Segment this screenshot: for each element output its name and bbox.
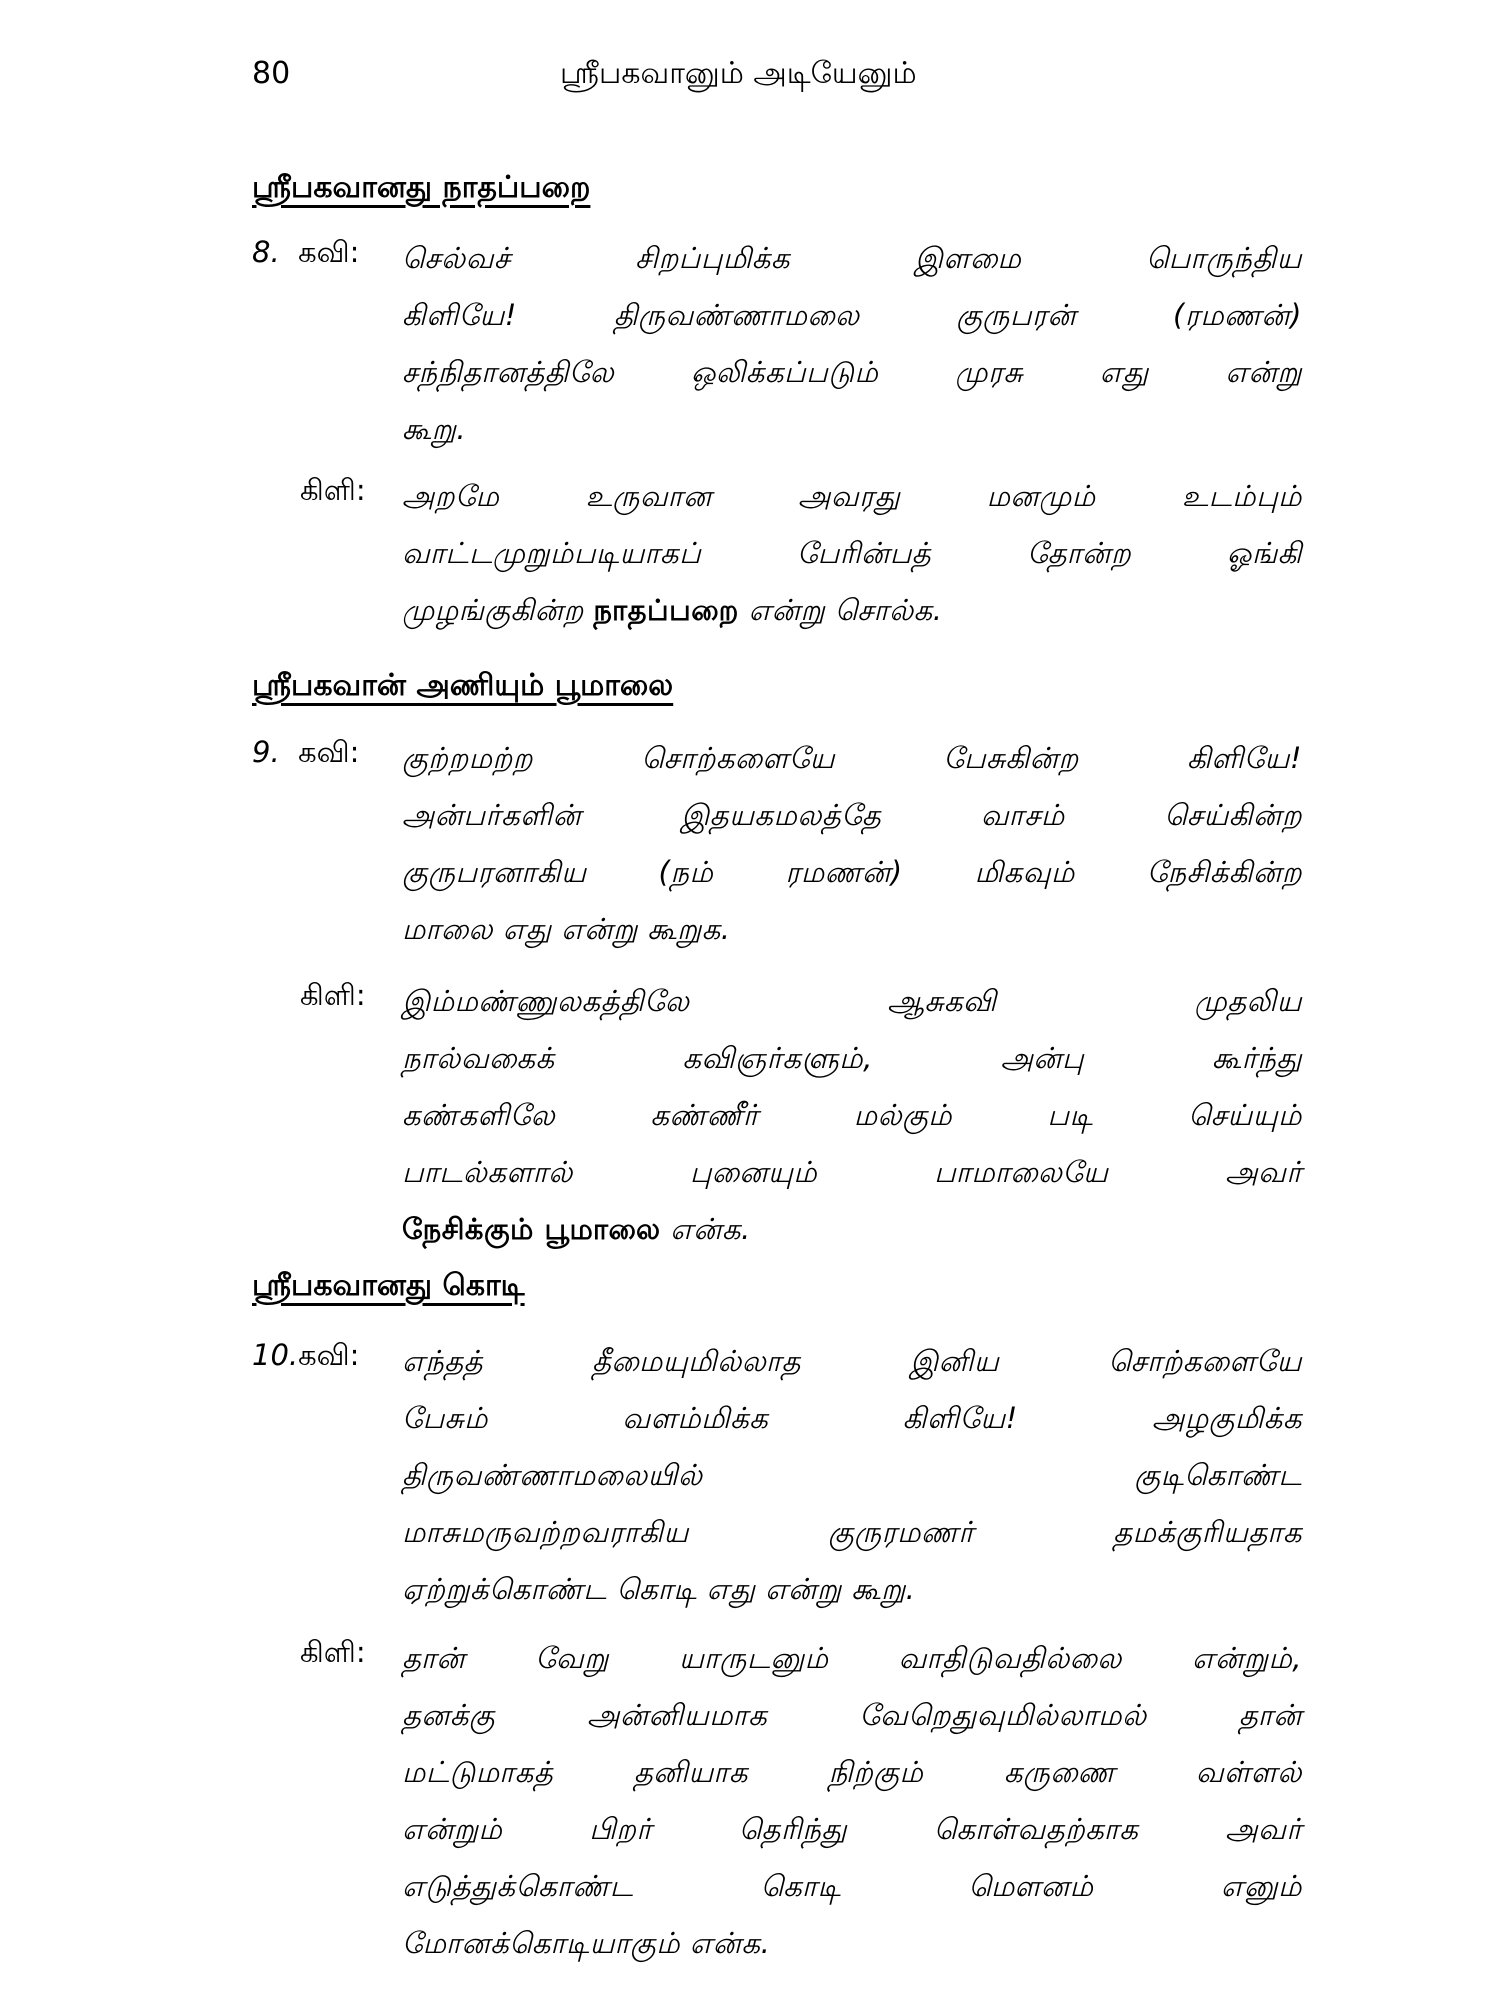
- verse-number: 9.: [252, 735, 280, 769]
- text-line: திருவண்ணாமலையில் குடிகொண்ட: [402, 1458, 1302, 1492]
- kili-label: கிளி:: [300, 473, 366, 507]
- text-line: எந்தத் தீமையுமில்லாத இனிய சொற்களையே: [402, 1344, 1302, 1378]
- kili-label: கிளி:: [300, 1635, 366, 1669]
- kili-speaker-1: [300, 473, 366, 511]
- text-line: மோனக்கொடியாகும் என்க.: [402, 1926, 771, 1960]
- text-line: மாலை எது என்று கூறுக.: [402, 912, 731, 946]
- text-line: ஏற்றுக்கொண்ட கொடி எது என்று கூறு.: [402, 1572, 916, 1606]
- kavi-text-3: [402, 1333, 1302, 1618]
- text-line: கூறு.: [402, 412, 467, 446]
- verse-number: 10.: [252, 1338, 299, 1372]
- running-title: ஸ்ரீபகவானும் அடியேனும்: [560, 56, 917, 91]
- text-line: என்றும் பிறர் தெரிந்து கொள்வதற்காக அவர்: [402, 1812, 1302, 1846]
- text-line: செல்வச் சிறப்புமிக்க இளமை பொருந்திய: [402, 241, 1302, 275]
- text-line: தான் வேறு யாருடனும் வாதிடுவதில்லை என்றும்,: [402, 1641, 1302, 1675]
- kili-speaker-2: [300, 978, 366, 1016]
- text-line: இம்மண்ணுலகத்திலே ஆசுகவி முதலிய: [402, 984, 1302, 1018]
- text-line: சந்நிதானத்திலே ஒலிக்கப்படும் முரசு எது என்று: [402, 355, 1302, 389]
- kili-text-2: [402, 973, 1302, 1258]
- page-header: [0, 56, 1500, 106]
- kavi-text-1: [402, 230, 1302, 458]
- text-fragment: என்க.: [670, 1212, 751, 1246]
- text-line: [402, 582, 1302, 639]
- kili-text-1: [402, 468, 1302, 639]
- kili-label: கிளி:: [300, 978, 366, 1012]
- text-line: எடுத்துக்கொண்ட கொடி மௌனம் எனும்: [402, 1869, 1302, 1903]
- text-line: அறமே உருவான அவரது மனமும் உடம்பும்: [402, 479, 1302, 513]
- kavi-speaker-1: [252, 235, 359, 273]
- kavi-label: கவி:: [298, 1338, 360, 1372]
- kavi-speaker-3: [252, 1338, 359, 1376]
- kavi-speaker-2: [252, 735, 359, 773]
- text-fragment: முழங்குகின்ற: [402, 593, 584, 627]
- text-line: குருபரனாகிய (நம் ரமணன்) மிகவும் நேசிக்கின்ற: [402, 855, 1302, 889]
- section-title-2: ஸ்ரீபகவான் அணியும் பூமாலை: [252, 668, 674, 703]
- text-line: மாசுமருவற்றவராகிய குருரமணர் தமக்குரியதாக: [402, 1515, 1302, 1549]
- kili-speaker-3: [300, 1635, 366, 1673]
- text-line: அன்பர்களின் இதயகமலத்தே வாசம் செய்கின்ற: [402, 798, 1302, 832]
- section-title-3: ஸ்ரீபகவானது கொடி: [252, 1268, 525, 1303]
- page-number: 80: [252, 56, 291, 91]
- verse-number: 8.: [252, 235, 280, 269]
- section-title-1: ஸ்ரீபகவானது நாதப்பறை: [252, 170, 591, 205]
- emphasis-text: நேசிக்கும் பூமாலை: [402, 1212, 661, 1246]
- text-line: பாடல்களால் புனையும் பாமாலையே அவர்: [402, 1155, 1302, 1189]
- text-line: நால்வகைக் கவிஞர்களும், அன்பு கூர்ந்து: [402, 1041, 1302, 1075]
- text-line: தனக்கு அன்னியமாக வேறெதுவுமில்லாமல் தான்: [402, 1698, 1302, 1732]
- kavi-label: கவி:: [298, 735, 360, 769]
- kili-text-3: [402, 1630, 1302, 1972]
- text-line: பேசும் வளம்மிக்க கிளியே! அழகுமிக்க: [402, 1401, 1302, 1435]
- text-line: கண்களிலே கண்ணீர் மல்கும் படி செய்யும்: [402, 1098, 1302, 1132]
- text-fragment: என்று சொல்க.: [748, 593, 943, 627]
- text-line: கிளியே! திருவண்ணாமலை குருபரன் (ரமணன்): [402, 298, 1302, 332]
- text-line: மட்டுமாகத் தனியாக நிற்கும் கருணை வள்ளல்: [402, 1755, 1302, 1789]
- text-line: வாட்டமுறும்படியாகப் பேரின்பத் தோன்ற ஓங்கி: [402, 536, 1302, 570]
- kavi-label: கவி:: [298, 235, 360, 269]
- kavi-text-2: [402, 730, 1302, 958]
- emphasis-text: நாதப்பறை: [593, 593, 739, 627]
- text-line: குற்றமற்ற சொற்களையே பேசுகின்ற கிளியே!: [402, 741, 1302, 775]
- text-line: [402, 1201, 1302, 1258]
